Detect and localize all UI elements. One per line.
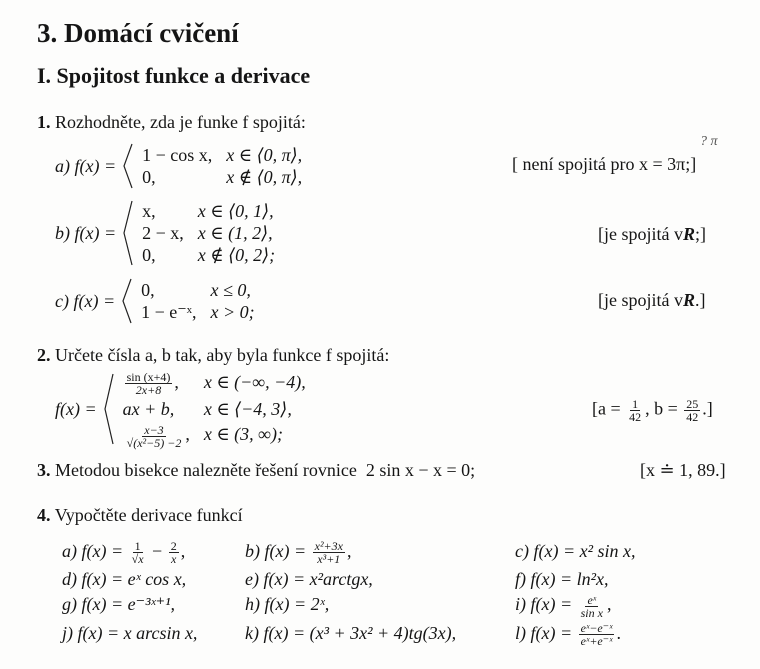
punct: , — [346, 541, 352, 561]
part-label: b) — [245, 541, 260, 561]
part-label: a) — [62, 541, 77, 561]
answer-1b — [598, 224, 706, 245]
answer-set: R — [682, 290, 695, 310]
case-cond: x ∈ ⟨−4, 3⟩, — [203, 399, 292, 420]
fraction — [169, 540, 179, 565]
section-heading: I. Spojitost funkce a derivace — [37, 63, 311, 88]
case-cond: x ∈ ⟨0, 1⟩, — [197, 200, 274, 221]
case-expr: 0, — [142, 166, 156, 187]
fraction — [125, 371, 173, 396]
problem-1b — [55, 200, 275, 266]
punct: , — [606, 594, 612, 615]
function-lhs: f(x) = — [81, 541, 124, 561]
numerator: 1 — [134, 539, 141, 554]
answer-text: [je spojitá v — [598, 224, 683, 244]
numerator: 1 — [632, 397, 639, 411]
answer-3: [x ≐ 1, 89.] — [640, 460, 726, 480]
function-lhs: f(x) = — [530, 569, 573, 590]
fraction — [125, 424, 184, 449]
problem-1c — [55, 278, 255, 324]
case-brace-icon — [122, 200, 134, 266]
function-rhs: x² sin x, — [579, 541, 636, 561]
denominator: √x — [131, 552, 144, 567]
numerator: eˣ — [587, 592, 597, 607]
answer-end: .] — [695, 290, 706, 310]
exercise-b — [245, 540, 515, 565]
exercise-f — [515, 568, 715, 590]
part-label: b) — [55, 222, 70, 243]
problem-statement: Určete čísla a, b tak, aby byla funkce f spojitá: — [55, 345, 390, 365]
exercise-k — [245, 622, 515, 647]
case-brace-icon — [103, 373, 115, 445]
problem-number: 2. — [37, 345, 51, 365]
punct: . — [616, 622, 621, 643]
part-label: f) — [515, 569, 526, 590]
function-rhs: eˣ cos x, — [127, 569, 187, 590]
case-expr: 1 − cos x, — [142, 144, 213, 165]
case-expr: ax + b, — [122, 399, 175, 420]
part-label: j) — [62, 622, 73, 643]
problem-1a — [55, 143, 302, 189]
function-lhs: f(x) = — [74, 155, 117, 176]
problem-number: 1. — [37, 112, 51, 132]
case-expr: 0, — [142, 244, 156, 265]
fraction — [627, 398, 643, 423]
numerator: 2 — [170, 539, 177, 554]
problem-4-text — [37, 505, 243, 526]
operator: − — [152, 541, 163, 561]
bleed-through-text — [600, 30, 606, 57]
function-lhs: f(x) = — [263, 569, 306, 590]
denominator: 42 — [629, 410, 642, 424]
function-lhs: f(x) = — [77, 622, 120, 643]
part-label: l) — [515, 622, 526, 643]
answer-text: .] — [702, 398, 713, 419]
function-lhs: f(x) = — [530, 622, 573, 643]
problem-2-function: f(x) = $\frac{\sin (x+4)}{2x+8}$ , x ∈ (−∞, −4), ax + b, x ∈ ⟨−4, 3⟩, $\frac{x-3}{\text{√(x²−5) −2}}$ , x ∈ (3, ∞); — [55, 370, 306, 450]
exercise-e — [245, 568, 515, 590]
numerator: x²+3x — [314, 539, 343, 554]
function-rhs: ln²x, — [576, 569, 609, 590]
numerator: x−3 — [144, 422, 164, 437]
part-label: c) — [55, 290, 69, 311]
case-expr: 1 − e⁻ˣ, — [141, 301, 197, 322]
page-title: 3. Domácí cvičení — [37, 18, 239, 48]
function-lhs: f(x) = — [264, 594, 307, 615]
function-lhs: f(x) = — [73, 290, 116, 311]
part-label: d) — [62, 569, 77, 590]
problem-statement: Metodou bisekce nalezněte řešení rovnice — [55, 460, 357, 480]
function-lhs: f(x) = — [55, 398, 97, 419]
denominator: sin x — [580, 605, 603, 620]
denominator: x — [171, 552, 177, 567]
exercise-l — [515, 622, 715, 647]
answer-text: , b = — [645, 398, 678, 419]
exercise-i — [515, 593, 715, 618]
denominator: eˣ+e⁻ˣ — [580, 634, 613, 649]
denominator: x³+1 — [317, 552, 341, 567]
numerator: eˣ−e⁻ˣ — [580, 621, 613, 636]
part-label: c) — [515, 541, 529, 561]
case-expr: x, — [142, 200, 156, 221]
answer-1a: [ není spojitá pro x = 3π;] — [512, 154, 697, 174]
part-label: i) — [515, 594, 526, 615]
derivative-exercises — [62, 540, 715, 647]
answer-2 — [592, 398, 713, 423]
answer-text: [je spojitá v — [598, 290, 683, 310]
fraction — [313, 540, 345, 565]
part-label: a) — [55, 155, 70, 176]
problem-statement: Vypočtěte derivace funkcí — [54, 505, 243, 525]
function-rhs: x arcsin x, — [123, 622, 198, 643]
case-cond: x > 0; — [210, 301, 255, 322]
numerator: sin (x+4) — [126, 370, 171, 385]
function-rhs: 2ˣ, — [310, 594, 330, 615]
answer-1c — [598, 290, 706, 311]
function-lhs: f(x) = — [74, 222, 117, 243]
function-lhs: f(x) = — [81, 594, 124, 615]
case-cond: x ∈ (−∞, −4), — [203, 372, 306, 392]
function-rhs: e⁻³ˣ⁺¹, — [127, 594, 175, 615]
part-label: k) — [245, 622, 259, 643]
handwritten-note: ? π — [700, 134, 718, 149]
case-expr: 0, — [141, 279, 155, 300]
case-expr: 2 − x, — [142, 222, 184, 243]
part-label: h) — [245, 594, 260, 615]
case-cond: x ∈ (1, 2⟩, — [197, 222, 273, 243]
problem-number: 3. — [37, 460, 51, 480]
answer-set: R — [682, 224, 695, 244]
exercise-h — [245, 593, 515, 618]
denominator: 2x+8 — [135, 383, 162, 398]
exercise-j — [62, 622, 245, 647]
fraction — [684, 398, 700, 423]
problem-number: 4. — [37, 505, 51, 525]
fraction — [130, 540, 146, 565]
case-cond: x ∈ ⟨0, π⟩, — [226, 144, 303, 165]
problem-3-text — [37, 460, 475, 481]
case-cond: x ≤ 0, — [210, 279, 251, 300]
function-rhs: (x³ + 3x² + 4)tg(3x), — [309, 622, 457, 643]
function-lhs: f(x) = — [81, 569, 124, 590]
exercise-g — [62, 593, 245, 618]
punct: , — [180, 541, 186, 561]
function-lhs: f(x) = — [263, 622, 306, 643]
answer-end: ;] — [695, 224, 706, 244]
part-label: e) — [245, 569, 259, 590]
exercise-a — [62, 540, 245, 565]
case-brace-icon — [121, 278, 133, 324]
problem-1-text — [37, 112, 306, 133]
numerator: 25 — [686, 397, 699, 411]
function-lhs: f(x) = — [533, 541, 576, 561]
exercise-d — [62, 568, 245, 590]
function-lhs: f(x) = — [264, 541, 307, 561]
function-rhs: x²arctgx, — [309, 569, 373, 590]
problem-statement: Rozhodněte, zda je funke f spojitá: — [55, 112, 306, 132]
equation: 2 sin x − x = 0; — [365, 460, 476, 480]
denominator: √(x²−5) −2 — [126, 435, 182, 450]
exercise-c — [515, 540, 715, 565]
function-lhs: f(x) = — [530, 594, 573, 615]
problem-2-text — [37, 345, 389, 366]
part-label: g) — [62, 594, 77, 615]
answer-text: [a = — [592, 398, 621, 419]
case-cond: x ∉ ⟨0, 2⟩; — [197, 244, 276, 265]
fraction — [579, 622, 615, 647]
denominator: 42 — [686, 410, 699, 424]
case-brace-icon — [122, 143, 134, 189]
case-cond: x ∉ ⟨0, π⟩, — [226, 166, 303, 187]
fraction — [579, 594, 605, 619]
case-cond: x ∈ (3, ∞); — [203, 424, 283, 445]
